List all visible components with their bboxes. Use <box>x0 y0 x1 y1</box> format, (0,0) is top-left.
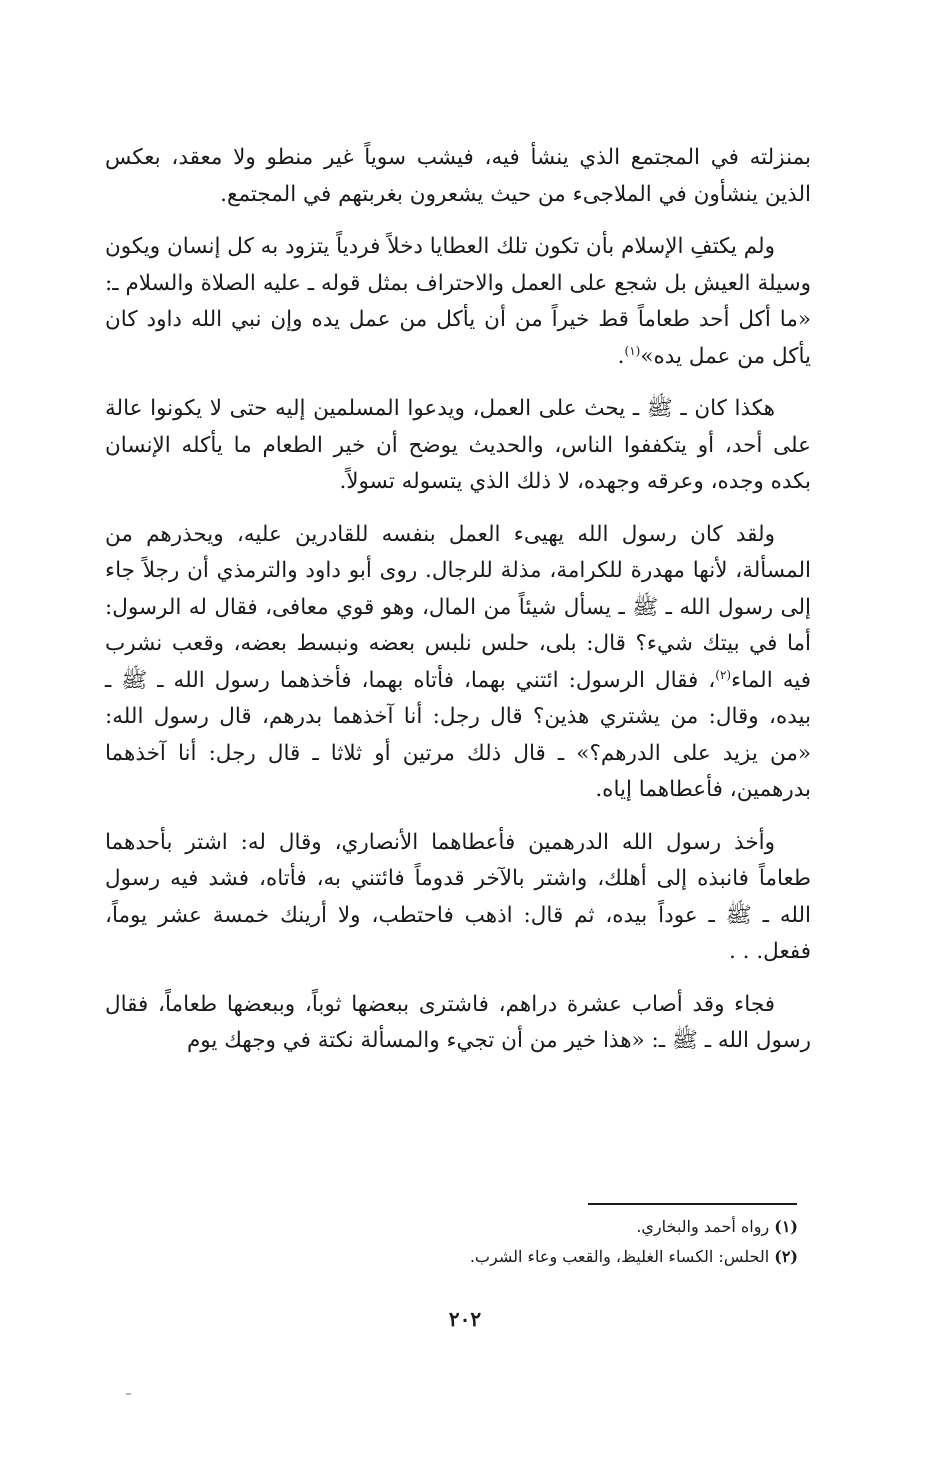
paragraph-4-rest: ، فقال الرسول: ائتني بهما، فأتاه بهما، فأخذهما رسول الله ـ ﷺ ـ بيده، وقال: من يشتري هذين؟ قال رجل: أنا آخذهما بدرهم، قال رسول الله: «من يزيد على الدرهم؟» ـ قال ذلك مرتين أو ثلاثا ـ قال رجل: أنا آخذهما بدرهمين، فأعطاهما إياه. <box>105 667 811 802</box>
footnote-divider <box>588 1203 797 1205</box>
footnote-ref-2[interactable]: (٢) <box>715 667 732 682</box>
footnote-2-marker: (٢) <box>774 1247 798 1266</box>
paragraph-1-text: بمنزلته في المجتمع الذي ينشأ فيه، فيشب سوياً غير منطو ولا معقد، بعكس الذين ينشأون في الملاجىء من حيث يشعرون بغربتهم في المجتمع. <box>105 145 811 207</box>
paragraph-3 <box>105 391 811 501</box>
footnote-1-marker: (١) <box>774 1217 798 1236</box>
footnote-ref-1[interactable]: (١) <box>624 343 641 358</box>
paragraph-6-text: فجاء وقد أصاب عشرة دراهم، فاشترى ببعضها ثوباً، وببعضها طعاماً، فقال رسول الله ـ ﷺ ـ: «هذا خير من أن تجيء والمسألة نكتة في وجهك يوم <box>105 991 811 1053</box>
footnotes <box>300 1212 798 1272</box>
paragraph-5-text: وأخذ رسول الله الدرهمين فأعطاهما الأنصاري، وقال له: اشتر بأحدهما طعاماً فانبذه إلى أهلك، واشتر بالآخر قدوماً فائتني به، فأتاه، فشد فيه رسول الله ـ ﷺ ـ عوداً بيده، ثم قال: اذهب فاحتطب، ولا أرينك خمسة عشر يوماً، ففعل. . . <box>105 829 811 964</box>
paragraph-3-text: هكذا كان ـ ﷺ ـ يحث على العمل، ويدعوا المسلمين إليه حتى لا يكونوا عالة على أحد، أو يتكففوا الناس، والحديث يوضح أن خير الطعام ما يأكله الإنسان بكده وجده، وعرقه وجهده، لا ذلك الذي يتسوله تسولاً. <box>105 396 811 494</box>
scan-speck <box>126 1393 131 1395</box>
paragraph-2-end: . <box>617 343 625 369</box>
paragraph-5 <box>105 825 811 971</box>
body-text <box>105 140 811 1076</box>
paragraph-2 <box>105 229 811 375</box>
paragraph-4-text: ولقد كان رسول الله يهيىء العمل بنفسه للقادرين عليه، ويحذرهم من المسألة، لأنها مهدرة للكرامة، مذلة للرجال. روى أبو داود والترمذي أن رجلاً جاء إلى رسول الله ـ ﷺ ـ يسأل شيئاً من المال، وهو قوي معافى، فقال له الرسول: أما في بيتك شيء؟ قال: بلى، حلس نلبس بعضه ونبسط بعضه، وقعب نشرب فيه الماء <box>105 521 811 693</box>
paragraph-4 <box>105 517 811 809</box>
paragraph-6 <box>105 987 811 1060</box>
page-number: ٢٠٢ <box>448 1307 482 1331</box>
paragraph-1 <box>105 140 811 213</box>
footnote-1-text: رواه أحمد والبخاري. <box>636 1217 775 1236</box>
footnote-2 <box>300 1242 798 1272</box>
footnote-1 <box>300 1212 798 1242</box>
footnote-2-text: الحلس: الكساء الغليظ، والقعب وعاء الشرب. <box>469 1247 775 1266</box>
paragraph-2-text: ولم يكتفِ الإسلام بأن تكون تلك العطايا دخلاً فردياً يتزود به كل إنسان ويكون وسيلة العيش بل شجع على العمل والاحتراف بمثل قوله ـ عليه الصلاة والسلام ـ: «ما أكل أحد طعاماً قط خيراً من أن يأكل من عمل يده وإن نبي الله داود كان يأكل من عمل يده» <box>105 234 811 369</box>
